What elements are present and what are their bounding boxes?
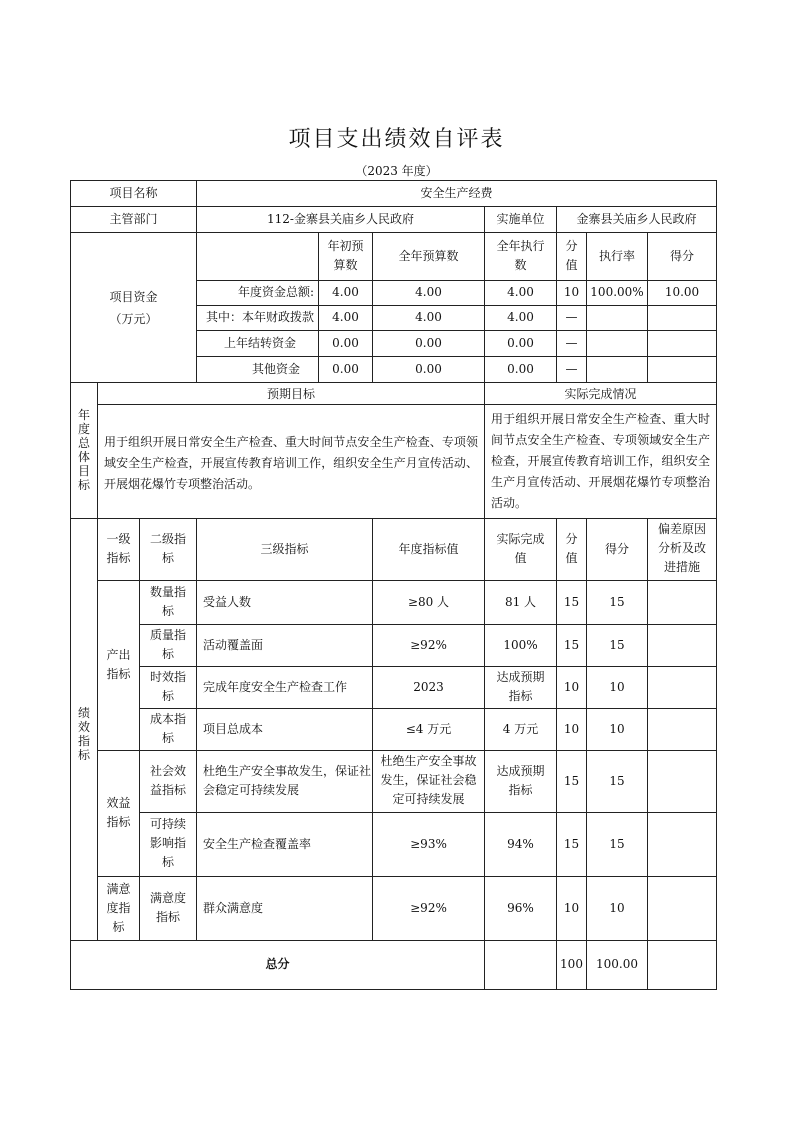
target-cell: ≥80 人	[407, 595, 450, 609]
actual-cell: 100%	[503, 638, 538, 652]
actual-goal-header: 实际完成情况	[564, 387, 637, 401]
score-value-cell: 10	[563, 901, 580, 915]
actual-cell: 94%	[507, 837, 534, 851]
impl-value: 金寨县关庙乡人民政府	[576, 212, 697, 226]
funds-row-initial: 0.00	[332, 336, 359, 350]
score-cell: 15	[609, 774, 625, 788]
funds-row-initial: 0.00	[332, 362, 359, 376]
score-cell: 10	[609, 901, 625, 915]
level1-satisfaction: 满意 度指 标	[106, 882, 131, 934]
funds-row-executed: 0.00	[507, 336, 534, 350]
header-score: 得分	[604, 542, 629, 556]
score-value-cell: 10	[563, 680, 580, 694]
funds-row-initial: 4.00	[332, 310, 359, 324]
funds-unit: （万元）	[109, 312, 158, 326]
goals-label: 年度总体目标	[77, 408, 90, 492]
expected-goal-header: 预期目标	[266, 387, 315, 401]
total-score-value: 100	[560, 957, 583, 971]
level3-cell: 安全生产检查覆盖率	[203, 837, 312, 851]
target-cell: ≥92%	[410, 638, 447, 652]
funds-row-score-value: —	[565, 310, 578, 324]
header-level2: 二级指 标	[149, 532, 186, 565]
page-title: 项目支出绩效自评表	[288, 127, 505, 152]
level2-cell: 成本指 标	[149, 712, 186, 745]
header-level1: 一级 指标	[106, 532, 131, 565]
score-value-cell: 15	[563, 774, 580, 788]
funds-header-score-value: 分 值	[565, 239, 578, 272]
header-actual: 实际完成 值	[496, 532, 545, 565]
level1-output: 产出 指标	[106, 648, 131, 681]
target-cell: ≤4 万元	[405, 722, 452, 736]
dept-value: 112-金寨县关庙乡人民政府	[267, 212, 414, 226]
actual-cell: 达成预期 指标	[496, 764, 545, 797]
header-deviation: 偏差原因 分析及改 进措施	[657, 522, 706, 574]
funds-row-initial: 4.00	[332, 285, 359, 299]
score-cell: 10	[609, 722, 625, 736]
level3-cell: 项目总成本	[203, 722, 264, 736]
expected-goal-text: 用于组织开展日常安全生产检查、重大时间节点安全生产检查、专项领域安全生产检查，开展宣传教育培训工作，组织安全生产月宣传活动、开展烟花爆竹专项整治活动。	[104, 435, 478, 491]
project-name-value: 安全生产经费	[420, 186, 493, 200]
fiscal-year: （2023 年度）	[355, 164, 438, 178]
target-cell: ≥93%	[410, 837, 447, 851]
funds-row-executed: 4.00	[507, 310, 534, 324]
level2-cell: 可持续 影响指 标	[149, 817, 186, 869]
funds-row-label: 年度资金总额:	[237, 285, 314, 299]
header-target: 年度指标值	[398, 542, 459, 556]
project-name-label: 项目名称	[109, 186, 158, 200]
target-cell: 杜绝生产安全事故 发生，保证社会稳 定可持续发展	[380, 754, 477, 806]
indicators-label: 绩效指标	[77, 706, 90, 762]
funds-row-label: 其中：本年财政拨款	[205, 310, 314, 324]
actual-cell: 4 万元	[502, 722, 539, 736]
funds-label: 项目资金	[109, 290, 158, 304]
funds-row-annual: 4.00	[415, 310, 442, 324]
total-label: 总分	[265, 957, 290, 971]
funds-row-annual: 0.00	[415, 362, 442, 376]
level3-cell: 受益人数	[203, 595, 252, 609]
funds-row-label: 其他资金	[251, 362, 300, 376]
actual-cell: 96%	[507, 901, 534, 915]
funds-header-annual: 全年预算数	[398, 249, 459, 263]
level3-cell: 群众满意度	[203, 901, 264, 915]
funds-row-rate: 100.00%	[590, 285, 644, 299]
target-cell: 2023	[413, 680, 444, 694]
level3-cell: 完成年度安全生产检查工作	[203, 680, 348, 694]
level2-cell: 满意度 指标	[149, 891, 186, 924]
actual-cell: 81 人	[504, 595, 537, 609]
score-cell: 15	[609, 638, 625, 652]
funds-header-executed: 全年执行 数	[496, 239, 545, 272]
header-level3: 三级指标	[260, 542, 309, 556]
level3-cell: 杜绝生产安全事故发生，保证社 会稳定可持续发展	[203, 764, 372, 797]
score-value-cell: 15	[563, 638, 580, 652]
target-cell: ≥92%	[410, 901, 447, 915]
funds-row-executed: 0.00	[507, 362, 534, 376]
impl-label: 实施单位	[496, 212, 545, 226]
actual-goal-text: 用于组织开展日常安全生产检查、重大时间节点安全生产检查、专项领域安全生产检查，开展宣传教育培训工作，组织安全生产月宣传活动、开展烟花爆竹专项整治活动。	[491, 412, 710, 510]
score-value-cell: 15	[563, 837, 580, 851]
dept-label: 主管部门	[109, 212, 158, 226]
score-value-cell: 15	[563, 595, 580, 609]
funds-row-executed: 4.00	[507, 285, 534, 299]
funds-row-score-value: 10	[563, 285, 580, 299]
funds-header-score: 得分	[669, 249, 694, 263]
level2-cell: 社会效 益指标	[149, 764, 186, 797]
total-score: 100.00	[596, 957, 638, 971]
level1-benefit: 效益 指标	[106, 796, 131, 829]
funds-row-score-value: —	[565, 362, 578, 376]
score-value-cell: 10	[563, 722, 580, 736]
header-score-value: 分 值	[565, 532, 578, 565]
funds-row-annual: 4.00	[415, 285, 442, 299]
funds-row-label: 上年结转资金	[223, 336, 296, 350]
funds-header-initial: 年初预 算数	[327, 239, 364, 272]
score-cell: 10	[609, 680, 625, 694]
actual-cell: 达成预期 指标	[496, 670, 545, 703]
level2-cell: 时效指 标	[149, 670, 186, 703]
score-cell: 15	[609, 837, 625, 851]
score-cell: 15	[609, 595, 625, 609]
funds-row-score: 10.00	[664, 285, 700, 299]
level2-cell: 质量指 标	[149, 628, 186, 661]
funds-row-score-value: —	[565, 336, 578, 350]
funds-row-annual: 0.00	[415, 336, 442, 350]
level3-cell: 活动覆盖面	[203, 638, 264, 652]
level2-cell: 数量指 标	[149, 585, 186, 618]
funds-header-rate: 执行率	[598, 249, 635, 263]
